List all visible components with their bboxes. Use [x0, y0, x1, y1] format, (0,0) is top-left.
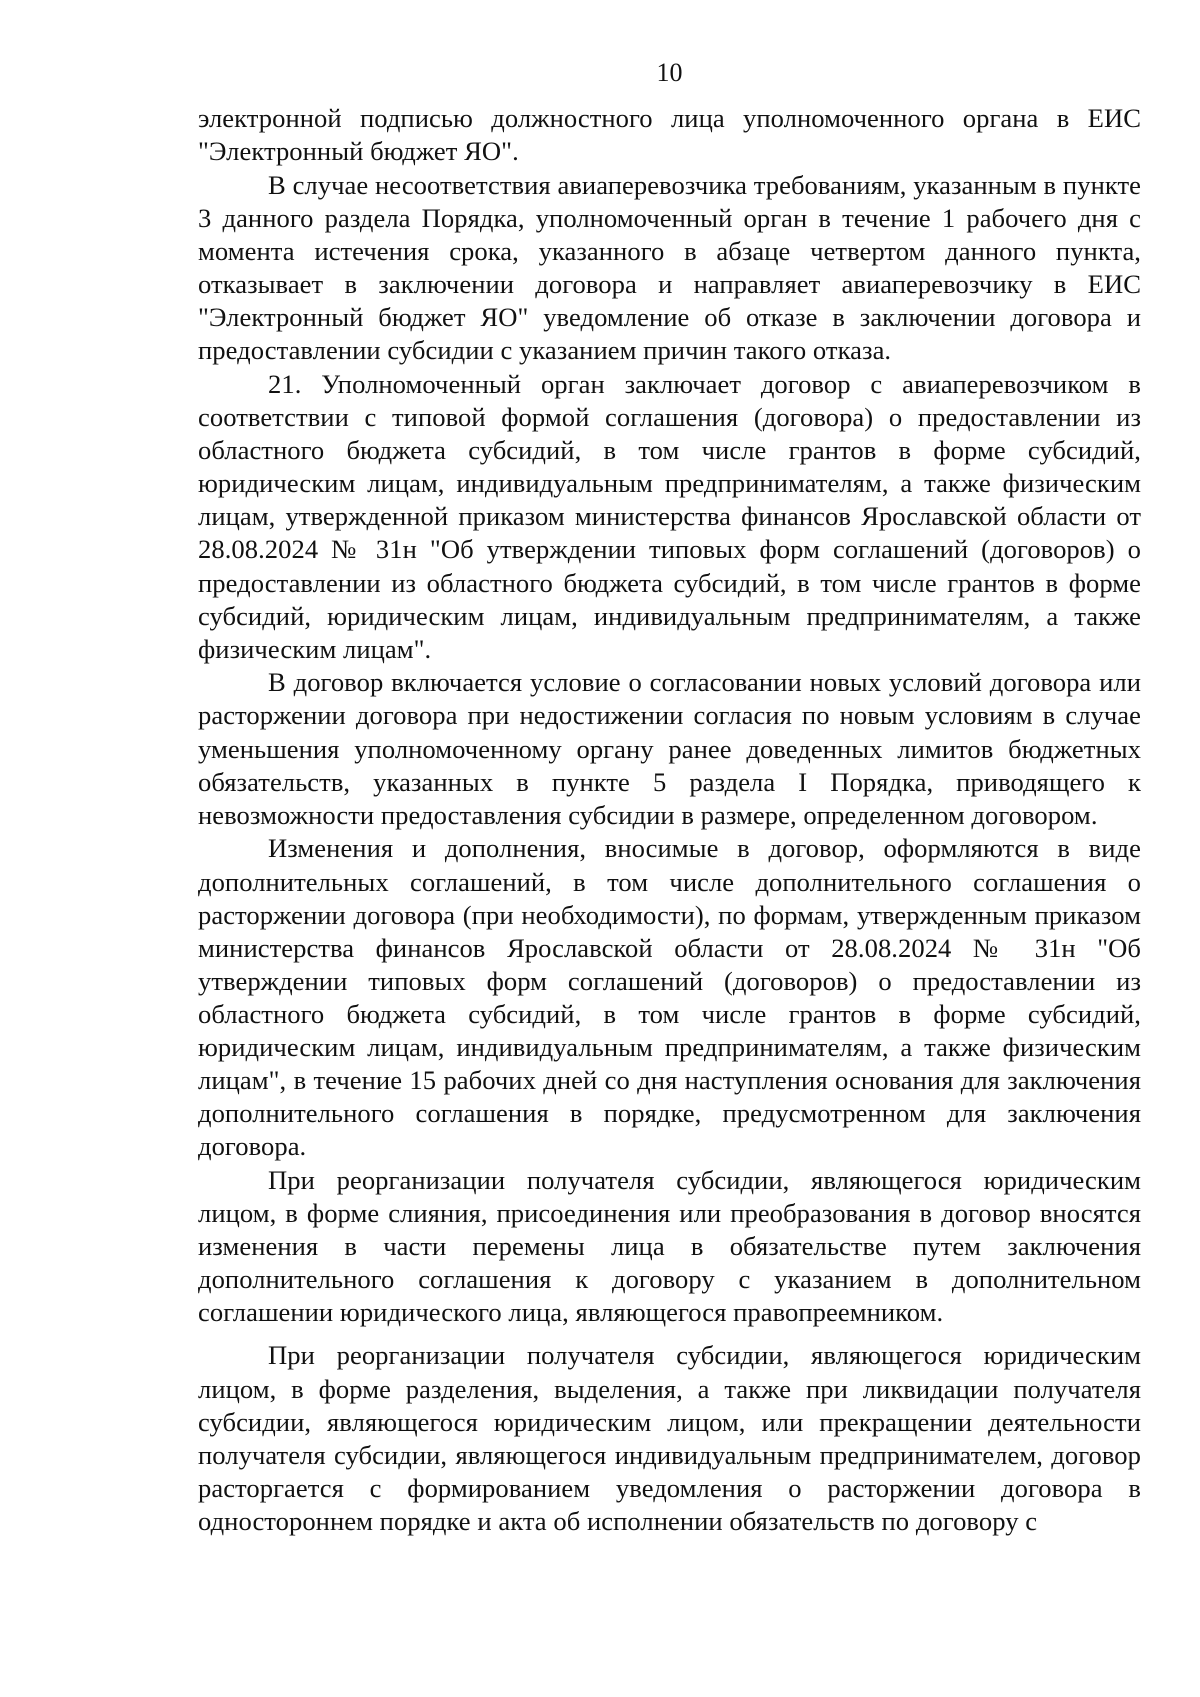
paragraph-reorganization-merger: При реорганизации получателя субсидии, являющегося юридическим лицом, в форме слияния, присоединения или преобразования в договор вносятся изменения в части перемены лица в обязательстве путем заключения дополнительного соглашения к договору с указанием в дополнительном соглашении юридического лица, являющегося правопреемником.: [198, 1164, 1141, 1328]
paragraph-item-21: 21. Уполномоченный орган заключает договор с авиаперевозчиком в соответствии с типовой формой соглашения (договора) о предоставлении из областного бюджета субсидий, в том числе грантов в форме субсидий, юридическим лицам, индивидуальным предпринимателям, а также физическим лицам, утвержденной приказом министерства финансов Ярославской области от 28.08.2024 № 31н "Об утверждении типовых форм соглашений (договоров) о предоставлении из областного бюджета субсидий, в том числе грантов в форме субсидий, юридическим лицам, индивидуальным предпринимателям, а также физическим лицам".: [198, 368, 1141, 664]
paragraph-refusal: В случае несоответствия авиаперевозчика требованиям, указанным в пункте 3 данного раздела Порядка, уполномоченный орган в течение 1 рабочего дня с момента истечения срока, указанного в абзаце четвертом данного пункта, отказывает в заключении договора и направляет авиаперевозчику в ЕИС "Электронный бюджет ЯО" уведомление об отказе в заключении договора и предоставлении субсидии с указанием причин такого отказа.: [198, 169, 1141, 366]
paragraph-continuation: электронной подписью должностного лица уполномоченного органа в ЕИС "Электронный бюджет ЯО".: [198, 103, 1141, 167]
page-number: 10: [656, 58, 683, 87]
paragraph-reorganization-division: При реорганизации получателя субсидии, являющегося юридическим лицом, в форме разделения, выделения, а также при ликвидации получателя субсидии, являющегося юридическим лицом, или прекращении деятельности получателя субсидии, являющегося индивидуальным предпринимателем, договор расторгается с формированием уведомления о расторжении договора в одностороннем порядке и акта об исполнении обязательств по договору с: [198, 1340, 1141, 1536]
paragraph-amendments: Изменения и дополнения, вносимые в договор, оформляются в виде дополнительных соглашений, в том числе дополнительного соглашения о расторжении договора (при необходимости), по формам, утвержденным приказом министерства финансов Ярославской области от 28.08.2024 № 31н "Об утверждении типовых форм соглашений (договоров) о предоставлении из областного бюджета субсидий, в том числе грантов в форме субсидий, юридическим лицам, индивидуальным предпринимателям, а также физическим лицам", в течение 15 рабочих дней со дня наступления основания для заключения дополнительного соглашения в порядке, предусмотренном для заключения договора.: [198, 833, 1141, 1162]
document-page: [198, 58, 1141, 1539]
paragraph-contract-condition: В договор включается условие о согласовании новых условий договора или расторжении договора при недостижении согласия по новым условиям в случае уменьшения уполномоченному органу ранее доведенных лимитов бюджетных обязательств, указанных в пункте 5 раздела I Порядка, приводящего к невозможности предоставления субсидии в размере, определенном договором.: [198, 667, 1141, 830]
